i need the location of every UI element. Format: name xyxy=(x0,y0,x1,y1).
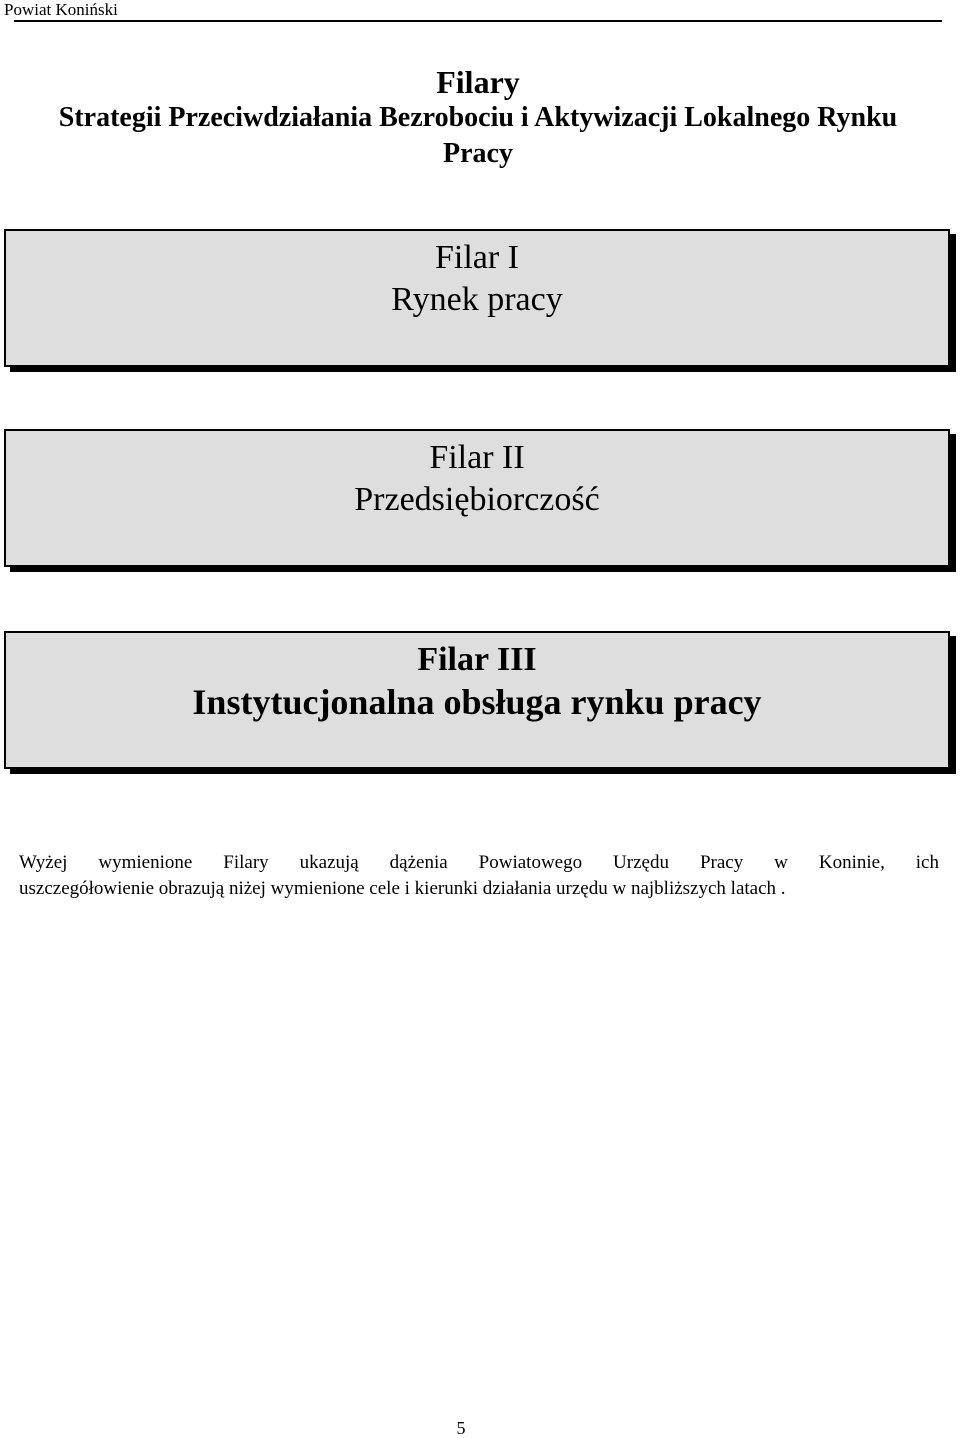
title-line-3: Pracy xyxy=(443,138,513,169)
pillar-1-name: Rynek pracy xyxy=(391,281,563,318)
title-line-2: Strategii Przeciwdziałania Bezrobociu i Aktywizacji Lokalnego Rynku xyxy=(58,102,898,133)
pillar-box-3 xyxy=(4,631,950,769)
header-rule xyxy=(14,20,942,22)
paragraph-line-1: Wyżej wymienione Filary ukazują dążenia Powiatowego Urzędu Pracy w Koninie, ich xyxy=(19,852,939,873)
pillar-1-number: Filar I xyxy=(434,239,520,276)
paragraph-line-2: uszczegółowienie obrazują niżej wymienione cele i kierunki działania urzędu w najbliższych latach . xyxy=(19,878,786,899)
running-header: Powiat Koniński xyxy=(4,0,118,19)
pillar-3-number: Filar III xyxy=(417,641,537,678)
pillar-3-name: Instytucjonalna obsługa rynku pracy xyxy=(192,682,762,722)
page-number: 5 xyxy=(456,1418,466,1438)
document-title xyxy=(0,64,956,172)
pillar-2-number: Filar II xyxy=(429,439,525,476)
pillar-box-2 xyxy=(4,429,950,567)
body-paragraph xyxy=(19,850,939,902)
title-line-1: Filary xyxy=(436,64,520,100)
pillar-2-name: Przedsiębiorczość xyxy=(354,481,600,518)
pillar-box-1 xyxy=(4,229,950,367)
